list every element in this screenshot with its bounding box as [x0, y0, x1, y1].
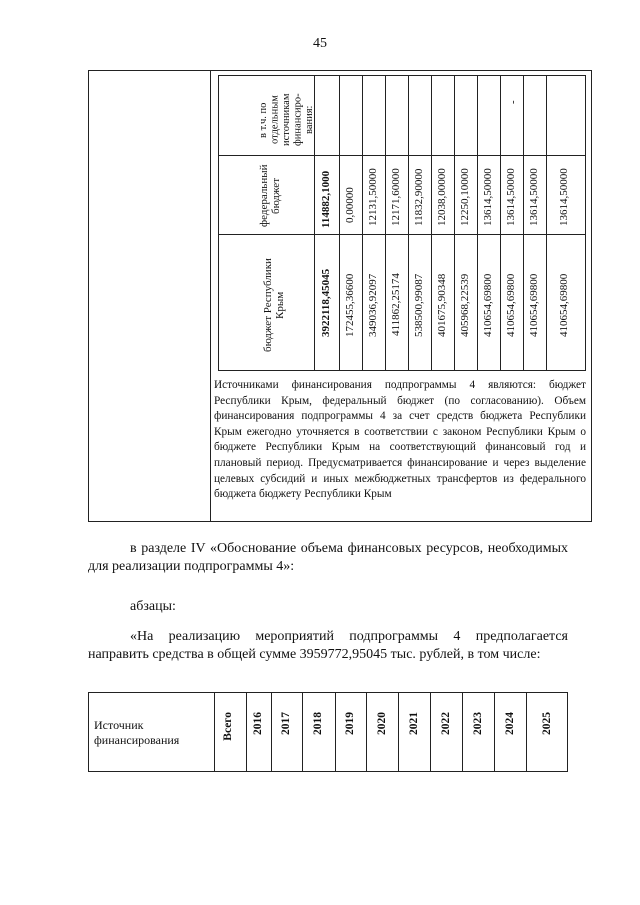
passport-table-divider — [210, 70, 211, 522]
row-republic-value: 3922118,45045 — [320, 268, 332, 337]
column-header-year: 2021 — [408, 712, 420, 735]
finance-table-column-rule — [431, 75, 432, 371]
row-republic-value: 410654,69800 — [558, 273, 570, 337]
header-federal-budget: федеральный бюджет — [258, 164, 283, 228]
row-republic-value: 410654,69800 — [528, 273, 540, 337]
bottom-table-column-rule — [398, 692, 399, 772]
row-federal-value: 12250,10000 — [459, 168, 471, 226]
column-header-year: 2019 — [344, 712, 356, 735]
row-federal-value: 12171,60000 — [390, 168, 402, 226]
bottom-table-column-rule — [214, 692, 215, 772]
row-republic-value: 538500,99087 — [413, 273, 425, 337]
column-header-total: Всего — [222, 712, 234, 741]
quote-paragraph: «На реализацию мероприятий подпрограммы 4 предполагается направить средства в общей сумме 3959772,95045 тыс. рублей, в том числе: — [88, 629, 568, 662]
row-republic-value: 405968,22539 — [459, 273, 471, 337]
bottom-table-column-rule — [271, 692, 272, 772]
row-federal-value: 11832,90000 — [413, 168, 425, 226]
finance-table-column-rule — [500, 75, 501, 371]
bottom-table-column-rule — [526, 692, 527, 772]
row-federal-value: 0,00000 — [344, 187, 356, 223]
column-header-year: 2025 — [541, 712, 553, 735]
finance-table-rule — [218, 234, 586, 235]
column-header-year: 2016 — [252, 712, 264, 735]
row-federal-value: 13614,50000 — [558, 168, 570, 226]
column-header-year: 2022 — [440, 712, 452, 735]
source-of-financing-header: Источник финансирования — [94, 718, 180, 747]
bottom-table-column-rule — [246, 692, 247, 772]
row-republic-value: 411862,25174 — [390, 273, 402, 337]
bottom-table-column-rule — [302, 692, 303, 772]
header-republic-budget: бюджет Республики Крым — [262, 258, 287, 352]
abzacy-label: абзацы: — [130, 599, 176, 614]
column-header-year: 2020 — [376, 712, 388, 735]
bottom-table-column-rule — [494, 692, 495, 772]
finance-table-column-rule — [477, 75, 478, 371]
finance-table-column-rule — [546, 75, 547, 371]
row-republic-value: 349036,92097 — [367, 273, 379, 337]
finance-table-column-rule — [339, 75, 340, 371]
row-other-sources-value: - — [507, 100, 519, 104]
finance-table-column-rule — [523, 75, 524, 371]
column-header-year: 2024 — [504, 712, 516, 735]
finance-table-column-rule — [454, 75, 455, 371]
row-federal-value: 12131,50000 — [367, 168, 379, 226]
finance-table-column-rule — [408, 75, 409, 371]
finance-table-column-rule — [385, 75, 386, 371]
row-republic-value: 172455,36600 — [344, 273, 356, 337]
page-number: 45 — [313, 36, 327, 51]
bottom-table-column-rule — [462, 692, 463, 772]
row-federal-value: 114882,1000 — [320, 170, 332, 228]
row-republic-value: 410654,69800 — [482, 273, 494, 337]
column-header-year: 2018 — [312, 712, 324, 735]
section-iv-paragraph: в разделе IV «Обоснование объема финансовых ресурсов, необходимых для реализации подпрограммы 4»: — [88, 541, 568, 574]
row-republic-value: 410654,69800 — [505, 273, 517, 337]
row-federal-value: 12038,00000 — [436, 168, 448, 226]
header-other-sources: в т.ч. по отдельным источникам финансиро-вания: — [258, 93, 316, 147]
row-federal-value: 13614,50000 — [528, 168, 540, 226]
bottom-table-column-rule — [366, 692, 367, 772]
finance-table-rule — [218, 155, 586, 156]
row-federal-value: 13614,50000 — [482, 168, 494, 226]
sources-paragraph: Источниками финансирования подпрограммы 4 являются: бюджет Республики Крым, федеральный бюджет (по согласованию). Объем финансирования подпрограммы 4 за счет средств бюджета Республики Крым ежегодно уточняется в соответствии с законом Республики Крым о бюджете Республики Крым на соответствующий финансовый год и плановый период. Предусматривается финансирование и через выделение целевых субсидий и иных межбюджетных трансфертов из федерального бюджета бюджету Республики Крым — [214, 379, 586, 501]
bottom-table-column-rule — [430, 692, 431, 772]
finance-table-column-rule — [362, 75, 363, 371]
column-header-year: 2017 — [280, 712, 292, 735]
bottom-table-column-rule — [335, 692, 336, 772]
row-federal-value: 13614,50000 — [505, 168, 517, 226]
row-republic-value: 401675,90348 — [436, 273, 448, 337]
column-header-year: 2023 — [472, 712, 484, 735]
